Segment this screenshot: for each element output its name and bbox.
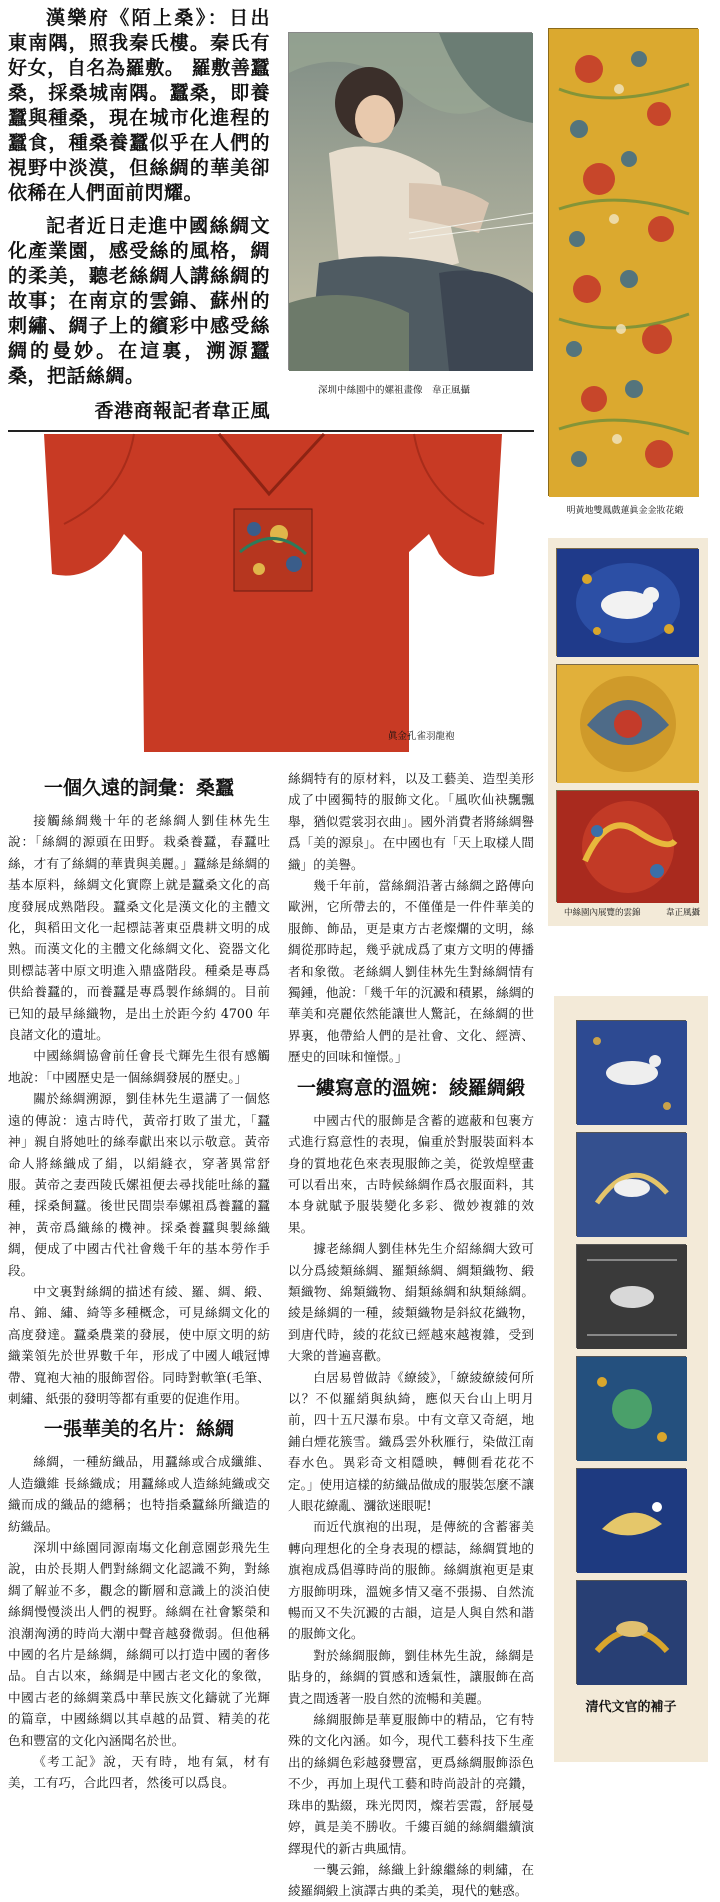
yunjin-image-1: [556, 548, 698, 656]
silk-goddess-caption: 深圳中絲園中的嫘祖畫像 韋正風攝: [318, 385, 471, 396]
section-heading-2: 一張華美的名片：絲綢: [43, 1418, 234, 1441]
byline: 香港商報記者韋正風: [94, 400, 270, 422]
section-heading-1: 一個久遠的詞彙：桑蠶: [43, 777, 234, 799]
col1-paragraph-7: 《考工記》說，天有時，地有氣，材有美，工有巧，合此四者，然後可以爲良。: [8, 1754, 270, 1791]
article-column-1: [8, 768, 270, 1794]
col2-paragraph-2: 中國古代的服飾是含蓄的遮蔽和包裹方式進行寫意性的表現，偏重於對服裝面料本身的質地花色來表現服飾之美，從敦煌壁畫可以看出來，古時候絲綢作爲衣服面料，其本身就賦予服裝變化多彩、微妙複雜的效果。: [288, 1112, 534, 1235]
col1-paragraph-3: 關於絲綢溯源，劉佳林先生還講了一個悠遠的傳說：遠古時代，黃帝打敗了蚩尤，「蠶神」親自將她吐的絲奉獻出來以示敬意。黃帝命人將絲織成了絹，以絹縫衣，穿著異常舒服。黃帝之妻西陵氏嫘祖便去尋找能吐絲的蠶種，採桑飼蠶。後世民間崇奉嫘祖爲養蠶的蠶神，黃帝爲織絲的機神。採桑養蠶與製絲織綢，便成了中國古代社會幾千年的基本勞作手段。: [8, 1091, 270, 1278]
col2-paragraph-3: 據老絲綢人劉佳林先生介紹絲綢大致可以分爲綾類絲綢、羅類絲綢、綢類織物、緞類織物、綿類織物、絹類絲綢和紈類絲綢。綾是絲綢的一種，綾類織物是斜紋花織物，到唐代時，綾的花紋已經越來越複雜，受到大衆的普遍喜歡。: [288, 1241, 534, 1364]
col1-paragraph-5: 絲綢，一種紡織品，用蠶絲或合成纖維、人造纖維 長絲織成；用蠶絲或人造絲純織或交織而成的織品的總稱；也特指桑蠶絲所織造的紡織品。: [8, 1454, 270, 1534]
yunjin-panel: [548, 538, 708, 926]
section-divider: [8, 430, 534, 432]
buzi-caption: 清代文官的補子: [585, 1700, 677, 1715]
yunjin-caption: 中絲園內展覽的雲錦 韋正風攝: [564, 908, 701, 918]
col2-paragraph-5: 而近代旗袍的出現，是傳統的含蓄審美轉向理想化的全身表現的標誌，絲綢質地的旗袍成爲倡導時尚的服飾。絲綢旗袍更是東方服飾明珠，溫婉多情又毫不張揚、自然流暢而又不失沉澱的古韻，這是人與自然和諧的服飾文化。: [288, 1519, 534, 1642]
buzi-image-3: [576, 1244, 686, 1348]
yunjin-image-3: [556, 790, 698, 902]
dragon-robe-image: [44, 434, 502, 752]
section-heading-3: 一縷寫意的溫婉：綾羅綢緞: [296, 1076, 525, 1099]
lead-paragraph-1: 漢樂府《陌上桑》：日出東南隅，照我秦氏樓。秦氏有好女，自名為羅敷。 羅敷善蠶桑，採桑城南隅。蠶桑，即養蠶與種桑，現在城市化進程的蠶食，種桑養蠶似乎在人們的視野中淡漠，但絲綢的華美卻依稀在人們面前閃耀。: [8, 7, 270, 204]
buzi-image-5: [576, 1468, 686, 1572]
lead-intro: [8, 6, 270, 424]
buzi-image-1: [576, 1020, 686, 1124]
robe-caption: 眞金孔雀羽龍袍: [388, 731, 455, 742]
col1-paragraph-6: 深圳中絲園同源南塲文化創意園彭飛先生說，由於長期人們對絲綢文化認識不夠，對絲綢了解並不多，觀念的斷層和意識上的淡泊使絲綢慢慢淡出人們的視野。絲綢在社會繁榮和浪潮洶湧的時尚大潮中聲音越發微弱。但他稱中國的名片是絲綢，絲綢可以打造中國的奢侈品。自古以來，絲綢是中國古老文化的象徵，中國古老的絲綢業爲中華民族文化鑄就了光輝的篇章，中國絲綢以其卓越的品質、精美的花色和豐富的文化內涵聞名於世。: [8, 1540, 270, 1748]
buzi-image-4: [576, 1356, 686, 1460]
lead-paragraph-2: 記者近日走進中國絲綢文化產業園，感受絲的風格，綢的柔美，聽老絲綢人講絲綢的故事；在南京的雲錦、蘇州的刺繡、綢子上的繽彩中感受絲綢的曼妙。在這裏，溯源蠶桑，把話絲綢。: [8, 215, 270, 387]
col2-paragraph-0: 絲綢特有的原材料，以及工藝美、造型美形成了中國獨特的服飾文化。「風吹仙袂飄飄舉，猶似霓裳羽衣曲」。國外消費者將絲綢譽爲「美的源泉」。在中國也有「天上取樣人間織」的美譽。: [288, 771, 534, 872]
col1-paragraph-4: 中文裏對絲綢的描述有綾、羅、綢、緞、帛、錦、繡、綺等多種概念，可見絲綢文化的高度發達。蠶桑農業的發展，使中原文明的紡織業領先於世界數千年，形成了中國人峨冠博帶、寬袍大袖的服飾習俗。同時對軟筆(毛筆、刺繡、紙張的發明等都有重要的促進作用。: [8, 1283, 270, 1406]
col1-paragraph-1: 接觸絲綢幾十年的老絲綢人劉佳林先生說：「絲綢的源頭在田野。栽桑養蠶，春蠶吐絲，才有了絲綢的華貴與美麗。」蠶絲是絲綢的基本原料，絲綢文化實際上就是蠶桑文化的高度發展成熟階段。蠶桑文化是漢文化的主體文化，與稻田文化一起標誌著東亞農耕文明的成熟。而漢文化的主體文化絲綢文化、瓷器文化則標誌著中原文明進入鼎盛階段。種桑是專爲供給養蠶的，而養蠶是專爲製作絲綢的。目前已知的最早絲織物，是出土於距今約 4700 年良諸文化的遺址。: [8, 813, 270, 1043]
buzi-panel: [554, 996, 708, 1762]
col2-paragraph-4: 白居易曾做詩《繚綾》，「繚綾繚綾何所以？不似羅綃與紈綺，應似天台山上明月前，四十五尺瀑布泉。中有文章又奇絕，地鋪白煙花簇雪。織爲雲外秋雁行，染做江南春水色。異彩奇文相隱映，轉側看花花不定。」使用這樣的紡織品做成的服裝怎麼不讓人眼花繚亂、瀰欲迷眼呢!: [288, 1369, 534, 1513]
silk-goddess-painting: [288, 32, 532, 370]
yunjin-image-2: [556, 664, 698, 782]
article-column-2: [288, 768, 534, 1902]
brocade-image: [548, 28, 698, 496]
col2-paragraph-6: 對於絲綢服飾，劉佳林先生說，絲綢是貼身的，絲綢的質感和透氣性，讓服飾在高貴之間透著一股自然的流暢和美麗。: [288, 1647, 534, 1706]
buzi-image-2: [576, 1132, 686, 1236]
col2-paragraph-7: 絲綢服飾是華夏服飾中的精品，它有特殊的文化內涵。如今，現代工藝科技下生產出的絲綢色彩越發豐富，更爲絲綢服飾添色不少，再加上現代工藝和時尚設計的亮鑽，珠串的點綴，珠光閃閃，燦若雲霞，舒展曼婷，眞是美不勝收。千縷百縋的絲綢繼續演繹現代的新古典風情。: [288, 1712, 534, 1856]
brocade-caption: 明黃地雙鳳戲蓮眞金金妝花緞: [566, 506, 684, 516]
col1-paragraph-2: 中國絲綢協會前任會長弋輝先生很有感觸地說：「中國歷史是一個絲綢發展的歷史。」: [8, 1048, 270, 1085]
col2-paragraph-1: 幾千年前，當絲綢沿著古絲綢之路傳向歐洲，它所帶去的，不僅僅是一件件華美的服飾、飾品，更是東方古老燦爛的文明，絲綢從那時起，幾乎就成爲了東方文明的傳播者和象徵。老絲綢人劉佳林先生對絲綢情有獨鍾，他說：「幾千年的沉澱和積累，絲綢的華美和亮麗依然能讓世人驚託，在絲綢的世界裏，他帶給人們的是社會、文化、經濟、歷史的回味和憧憬。」: [288, 878, 534, 1065]
buzi-image-6: [576, 1580, 686, 1684]
col2-paragraph-8: 一襲云錦，絲織上針線繼絲的刺繡，在綾羅綢緞上演譯古典的柔美，現代的魅惑。: [288, 1861, 534, 1899]
